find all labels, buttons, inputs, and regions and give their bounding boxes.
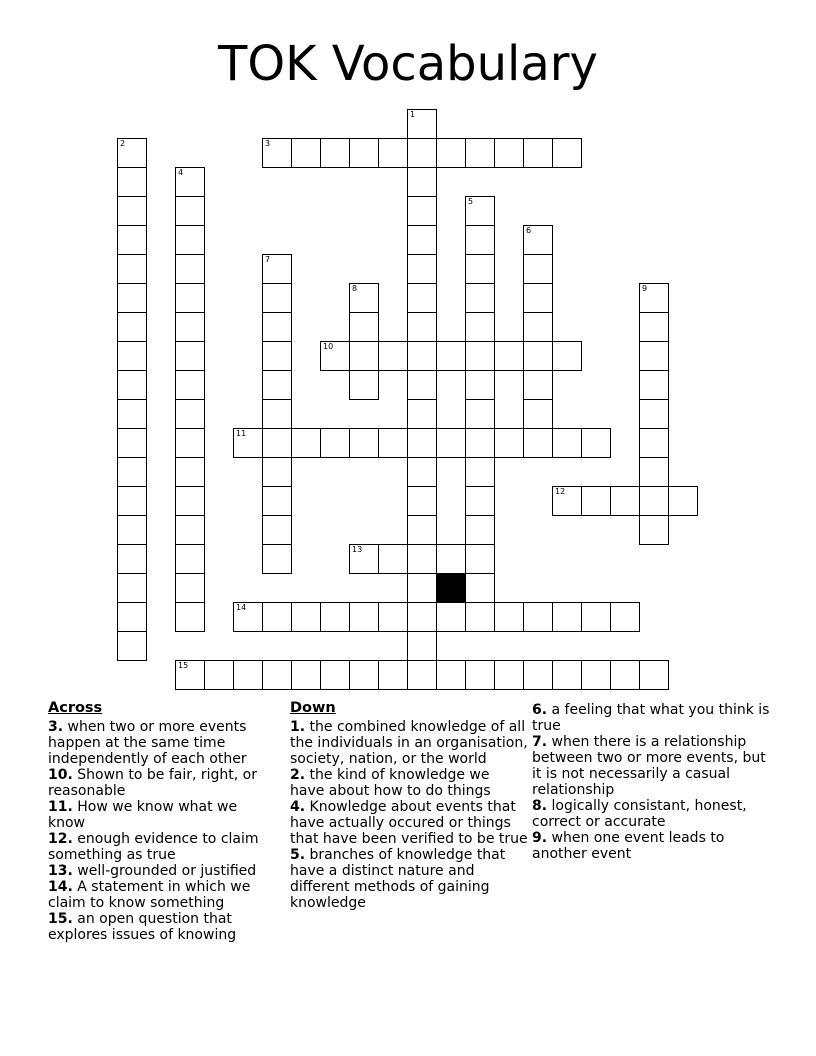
grid-cell[interactable] bbox=[581, 602, 611, 632]
grid-cell[interactable] bbox=[552, 138, 582, 168]
across-header: Across bbox=[48, 700, 103, 716]
grid-cell[interactable] bbox=[465, 573, 495, 603]
grid-cell[interactable] bbox=[320, 602, 350, 632]
grid-cell[interactable] bbox=[175, 196, 205, 226]
grid-cell[interactable] bbox=[610, 602, 640, 632]
grid-cell[interactable] bbox=[175, 660, 205, 690]
grid-cell[interactable] bbox=[407, 312, 437, 342]
grid-cell[interactable] bbox=[117, 225, 147, 255]
grid-cell[interactable] bbox=[465, 457, 495, 487]
down-clues bbox=[290, 700, 528, 911]
clue-item-number: 12. bbox=[48, 831, 73, 847]
grid-cell[interactable] bbox=[407, 457, 437, 487]
grid-cell[interactable] bbox=[175, 254, 205, 284]
clue-item-number: 7. bbox=[532, 734, 548, 750]
clue-number: 2 bbox=[120, 139, 126, 148]
clue-item-number: 11. bbox=[48, 799, 73, 815]
clue-item-number: 2. bbox=[290, 767, 306, 783]
grid-cell[interactable] bbox=[436, 660, 466, 690]
clue-item-text: when two or more events happen at the same time independently of each other bbox=[48, 719, 247, 767]
grid-cell[interactable] bbox=[407, 254, 437, 284]
clue-item bbox=[532, 702, 772, 734]
grid-cell[interactable] bbox=[639, 515, 669, 545]
clue-item bbox=[48, 767, 278, 799]
grid-cell[interactable] bbox=[639, 399, 669, 429]
clue-item-number: 4. bbox=[290, 799, 306, 815]
grid-cell[interactable] bbox=[407, 602, 437, 632]
clue-number: 9 bbox=[642, 284, 648, 293]
clue-number: 14 bbox=[236, 603, 247, 612]
clue-number: 4 bbox=[178, 168, 184, 177]
grid-cell[interactable] bbox=[233, 428, 263, 458]
grid-cell[interactable] bbox=[262, 399, 292, 429]
clue-number: 7 bbox=[265, 255, 271, 264]
grid-cell[interactable] bbox=[523, 428, 553, 458]
grid-cell[interactable] bbox=[465, 283, 495, 313]
grid-cell[interactable] bbox=[639, 486, 669, 516]
clue-item bbox=[290, 767, 528, 799]
grid-cell[interactable] bbox=[523, 254, 553, 284]
grid-cell[interactable] bbox=[552, 428, 582, 458]
grid-cell[interactable] bbox=[175, 370, 205, 400]
grid-cell[interactable] bbox=[407, 631, 437, 661]
grid-cell[interactable] bbox=[407, 370, 437, 400]
grid-cell[interactable] bbox=[378, 660, 408, 690]
grid-cell[interactable] bbox=[668, 486, 698, 516]
clue-item-text: well-grounded or justified bbox=[77, 863, 257, 879]
grid-cell[interactable] bbox=[320, 341, 350, 371]
clue-item-number: 13. bbox=[48, 863, 73, 879]
grid-cell[interactable] bbox=[117, 544, 147, 574]
grid-cell[interactable] bbox=[378, 428, 408, 458]
clue-number: 11 bbox=[236, 429, 247, 438]
clue-item bbox=[290, 847, 528, 911]
clue-item-text: enough evidence to claim something as true bbox=[48, 831, 259, 863]
grid-cell[interactable] bbox=[523, 283, 553, 313]
grid-cell[interactable] bbox=[407, 428, 437, 458]
grid-cell[interactable] bbox=[552, 602, 582, 632]
clue-item bbox=[532, 830, 772, 862]
grid-cell[interactable] bbox=[494, 660, 524, 690]
grid-cell[interactable] bbox=[262, 428, 292, 458]
grid-cell[interactable] bbox=[465, 544, 495, 574]
grid-cell[interactable] bbox=[639, 428, 669, 458]
clue-item-number: 3. bbox=[48, 719, 64, 735]
grid-cell[interactable] bbox=[407, 660, 437, 690]
grid-cell[interactable] bbox=[175, 573, 205, 603]
grid-cell[interactable] bbox=[204, 660, 234, 690]
grid-cell[interactable] bbox=[523, 370, 553, 400]
across-clue-list bbox=[48, 719, 278, 943]
grid-cell[interactable] bbox=[465, 341, 495, 371]
grid-cell[interactable] bbox=[175, 486, 205, 516]
grid-cell[interactable] bbox=[378, 544, 408, 574]
grid-cell[interactable] bbox=[117, 602, 147, 632]
grid-cell[interactable] bbox=[320, 660, 350, 690]
grid-cell[interactable] bbox=[436, 341, 466, 371]
grid-cell[interactable] bbox=[349, 341, 379, 371]
grid-cell[interactable] bbox=[291, 428, 321, 458]
grid-cell[interactable] bbox=[262, 544, 292, 574]
clue-item bbox=[532, 798, 772, 830]
grid-cell[interactable] bbox=[639, 660, 669, 690]
black-square bbox=[436, 573, 466, 603]
grid-cell[interactable] bbox=[407, 138, 437, 168]
grid-cell[interactable] bbox=[291, 602, 321, 632]
grid-cell[interactable] bbox=[639, 341, 669, 371]
clue-item-text: Knowledge about events that have actually occured or things that have been verified to be true bbox=[290, 799, 528, 847]
grid-cell[interactable] bbox=[610, 660, 640, 690]
clue-number: 15 bbox=[178, 661, 189, 670]
down-header: Down bbox=[290, 700, 336, 716]
grid-cell[interactable] bbox=[436, 602, 466, 632]
grid-cell[interactable] bbox=[407, 515, 437, 545]
grid-cell[interactable] bbox=[407, 544, 437, 574]
grid-cell[interactable] bbox=[581, 486, 611, 516]
grid-cell[interactable] bbox=[175, 167, 205, 197]
clue-item-text: logically consistant, honest, correct or accurate bbox=[532, 798, 747, 830]
across-clues bbox=[48, 700, 278, 943]
grid-cell[interactable] bbox=[552, 660, 582, 690]
grid-cell[interactable] bbox=[262, 370, 292, 400]
clue-item-number: 6. bbox=[532, 702, 548, 718]
grid-cell[interactable] bbox=[465, 312, 495, 342]
grid-cell[interactable] bbox=[175, 225, 205, 255]
grid-cell[interactable] bbox=[117, 283, 147, 313]
grid-cell[interactable] bbox=[175, 544, 205, 574]
grid-cell[interactable] bbox=[639, 283, 669, 313]
grid-cell[interactable] bbox=[117, 486, 147, 516]
grid-cell[interactable] bbox=[407, 225, 437, 255]
grid-cell[interactable] bbox=[117, 457, 147, 487]
grid-cell[interactable] bbox=[349, 660, 379, 690]
clue-item-text: Shown to be fair, right, or reasonable bbox=[48, 767, 257, 799]
clue-number: 10 bbox=[323, 342, 334, 351]
clue-number: 8 bbox=[352, 284, 358, 293]
grid-cell[interactable] bbox=[175, 515, 205, 545]
grid-cell[interactable] bbox=[494, 428, 524, 458]
clue-item-number: 5. bbox=[290, 847, 306, 863]
grid-cell[interactable] bbox=[494, 138, 524, 168]
grid-cell[interactable] bbox=[349, 602, 379, 632]
grid-cell[interactable] bbox=[117, 399, 147, 429]
grid-cell[interactable] bbox=[262, 660, 292, 690]
clue-item-text: the kind of knowledge we have about how to do things bbox=[290, 767, 491, 799]
grid-cell[interactable] bbox=[117, 573, 147, 603]
clue-number: 12 bbox=[555, 487, 566, 496]
grid-cell[interactable] bbox=[523, 660, 553, 690]
grid-cell[interactable] bbox=[117, 631, 147, 661]
grid-cell[interactable] bbox=[175, 428, 205, 458]
clue-item bbox=[48, 879, 278, 911]
grid-cell[interactable] bbox=[320, 428, 350, 458]
grid-cell[interactable] bbox=[407, 196, 437, 226]
grid-cell[interactable] bbox=[465, 225, 495, 255]
clue-item-text: A statement in which we claim to know something bbox=[48, 879, 251, 911]
grid-cell[interactable] bbox=[175, 312, 205, 342]
grid-cell[interactable] bbox=[610, 486, 640, 516]
grid-cell[interactable] bbox=[436, 428, 466, 458]
clue-item-text: when one event leads to another event bbox=[532, 830, 725, 862]
grid-cell[interactable] bbox=[436, 544, 466, 574]
clue-item bbox=[48, 911, 278, 943]
clue-item-text: the combined knowledge of all the individuals in an organisation, society, nation, or the world bbox=[290, 719, 528, 767]
grid-cell[interactable] bbox=[581, 428, 611, 458]
clue-item-number: 1. bbox=[290, 719, 306, 735]
grid-cell[interactable] bbox=[639, 312, 669, 342]
grid-cell[interactable] bbox=[262, 283, 292, 313]
clue-item-number: 15. bbox=[48, 911, 73, 927]
grid-cell[interactable] bbox=[581, 660, 611, 690]
grid-cell[interactable] bbox=[465, 428, 495, 458]
grid-cell[interactable] bbox=[262, 341, 292, 371]
grid-cell[interactable] bbox=[117, 428, 147, 458]
clue-item bbox=[290, 799, 528, 847]
grid-cell[interactable] bbox=[117, 370, 147, 400]
grid-cell[interactable] bbox=[436, 138, 466, 168]
clue-number: 13 bbox=[352, 545, 363, 554]
grid-cell[interactable] bbox=[117, 196, 147, 226]
clue-item bbox=[532, 734, 772, 798]
grid-cell[interactable] bbox=[349, 312, 379, 342]
grid-cell[interactable] bbox=[465, 254, 495, 284]
grid-cell[interactable] bbox=[117, 341, 147, 371]
grid-cell[interactable] bbox=[552, 486, 582, 516]
grid-cell[interactable] bbox=[407, 573, 437, 603]
grid-cell[interactable] bbox=[262, 602, 292, 632]
grid-cell[interactable] bbox=[117, 312, 147, 342]
grid-cell[interactable] bbox=[639, 370, 669, 400]
clue-item bbox=[48, 863, 278, 879]
clue-item bbox=[48, 831, 278, 863]
grid-cell[interactable] bbox=[349, 283, 379, 313]
clue-item bbox=[290, 719, 528, 767]
grid-cell[interactable] bbox=[465, 370, 495, 400]
grid-cell[interactable] bbox=[175, 283, 205, 313]
clue-item-number: 10. bbox=[48, 767, 73, 783]
clue-number: 3 bbox=[265, 139, 271, 148]
grid-cell[interactable] bbox=[523, 312, 553, 342]
grid-cell[interactable] bbox=[233, 602, 263, 632]
grid-cell[interactable] bbox=[523, 399, 553, 429]
clue-item-number: 9. bbox=[532, 830, 548, 846]
grid-cell[interactable] bbox=[175, 602, 205, 632]
clue-number: 1 bbox=[410, 110, 416, 119]
clue-item-number: 8. bbox=[532, 798, 548, 814]
grid-cell[interactable] bbox=[117, 167, 147, 197]
grid-cell[interactable] bbox=[465, 602, 495, 632]
grid-cell[interactable] bbox=[349, 370, 379, 400]
grid-cell[interactable] bbox=[639, 457, 669, 487]
grid-cell[interactable] bbox=[291, 138, 321, 168]
grid-cell[interactable] bbox=[494, 341, 524, 371]
clue-item-number: 14. bbox=[48, 879, 73, 895]
clue-item bbox=[48, 799, 278, 831]
page-title: TOK Vocabulary bbox=[218, 36, 598, 92]
grid-cell[interactable] bbox=[175, 341, 205, 371]
grid-cell[interactable] bbox=[262, 486, 292, 516]
grid-cell[interactable] bbox=[262, 515, 292, 545]
grid-cell[interactable] bbox=[262, 312, 292, 342]
clue-item-text: an open question that explores issues of knowing bbox=[48, 911, 237, 943]
grid-cell[interactable] bbox=[175, 399, 205, 429]
clue-item-text: branches of knowledge that have a distinct nature and different methods of gaining knowledge bbox=[290, 847, 506, 911]
grid-cell[interactable] bbox=[349, 428, 379, 458]
grid-cell[interactable] bbox=[407, 486, 437, 516]
grid-cell[interactable] bbox=[291, 660, 321, 690]
grid-cell[interactable] bbox=[378, 138, 408, 168]
grid-cell[interactable] bbox=[233, 660, 263, 690]
grid-cell[interactable] bbox=[262, 254, 292, 284]
grid-cell[interactable] bbox=[523, 602, 553, 632]
grid-cell[interactable] bbox=[378, 341, 408, 371]
grid-cell[interactable] bbox=[262, 457, 292, 487]
clue-number: 5 bbox=[468, 197, 474, 206]
down-clue-list bbox=[290, 719, 528, 911]
clue-item bbox=[48, 719, 278, 767]
clue-item-text: when there is a relationship between two or more events, but it is not necessarily a casual relationship bbox=[532, 734, 766, 798]
grid-cell[interactable] bbox=[494, 602, 524, 632]
grid-cell[interactable] bbox=[465, 486, 495, 516]
grid-cell[interactable] bbox=[523, 138, 553, 168]
grid-cell[interactable] bbox=[523, 225, 553, 255]
clue-item-text: How we know what we know bbox=[48, 799, 238, 831]
grid-cell[interactable] bbox=[378, 602, 408, 632]
grid-cell[interactable] bbox=[349, 544, 379, 574]
grid-cell[interactable] bbox=[407, 341, 437, 371]
grid-cell[interactable] bbox=[117, 254, 147, 284]
grid-cell[interactable] bbox=[465, 196, 495, 226]
grid-cell[interactable] bbox=[465, 138, 495, 168]
grid-cell[interactable] bbox=[465, 515, 495, 545]
grid-cell[interactable] bbox=[262, 138, 292, 168]
down-clue-list-continued bbox=[532, 702, 772, 862]
grid-cell[interactable] bbox=[523, 341, 553, 371]
down-clues-continued bbox=[532, 702, 772, 862]
grid-cell[interactable] bbox=[407, 109, 437, 139]
grid-cell[interactable] bbox=[407, 167, 437, 197]
grid-cell[interactable] bbox=[465, 399, 495, 429]
grid-cell[interactable] bbox=[117, 138, 147, 168]
clue-number: 6 bbox=[526, 226, 532, 235]
grid-cell[interactable] bbox=[465, 660, 495, 690]
grid-cell[interactable] bbox=[407, 399, 437, 429]
grid-cell[interactable] bbox=[349, 138, 379, 168]
grid-cell[interactable] bbox=[407, 283, 437, 313]
grid-cell[interactable] bbox=[320, 138, 350, 168]
grid-cell[interactable] bbox=[117, 515, 147, 545]
clue-item-text: a feeling that what you think is true bbox=[532, 702, 770, 734]
grid-cell[interactable] bbox=[552, 341, 582, 371]
grid-cell[interactable] bbox=[175, 457, 205, 487]
